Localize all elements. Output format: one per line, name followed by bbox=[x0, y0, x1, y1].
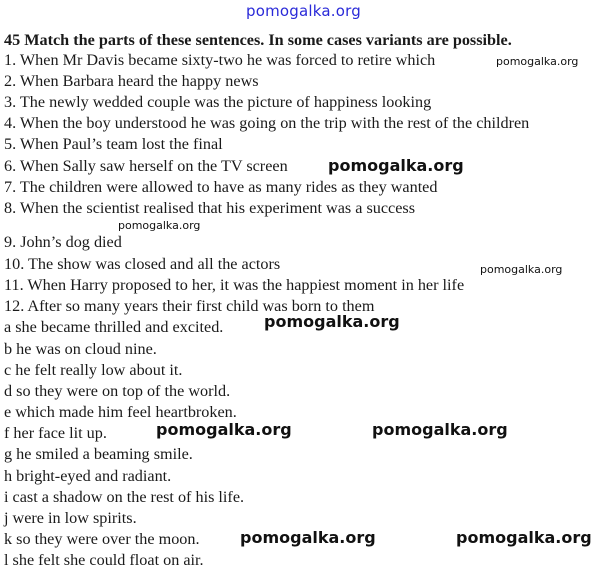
sentence-11: 11. When Harry proposed to her, it was the happiest moment in her life bbox=[4, 276, 465, 294]
sentence-6: 6. When Sally saw herself on the TV screen bbox=[4, 157, 288, 175]
watermark: pomogalka.org bbox=[240, 528, 376, 547]
watermark: pomogalka.org bbox=[480, 263, 563, 276]
sentence-3: 3. The newly wedded couple was the picture of happiness looking bbox=[4, 93, 432, 111]
watermark: pomogalka.org bbox=[156, 420, 292, 439]
watermark: pomogalka.org bbox=[372, 420, 508, 439]
ending-j: j were in low spirits. bbox=[4, 509, 137, 527]
ending-l: l she felt she could float on air. bbox=[4, 551, 204, 569]
watermark: pomogalka.org bbox=[496, 55, 579, 68]
sentence-8: 8. When the scientist realised that his experiment was a success bbox=[4, 199, 416, 217]
sentence-9: 9. John’s dog died bbox=[4, 233, 122, 251]
watermark: pomogalka.org bbox=[456, 528, 592, 547]
sentence-7: 7. The children were allowed to have as many rides as they wanted bbox=[4, 178, 438, 196]
ending-g: g he smiled a beaming smile. bbox=[4, 445, 193, 463]
sentence-5: 5. When Paul’s team lost the final bbox=[4, 135, 223, 153]
ending-b: b he was on cloud nine. bbox=[4, 340, 157, 358]
sentence-10: 10. The show was closed and all the actors bbox=[4, 255, 281, 273]
ending-k: k so they were over the moon. bbox=[4, 530, 200, 548]
ending-e: e which made him feel heartbroken. bbox=[4, 403, 237, 421]
sentence-4: 4. When the boy understood he was going on the trip with the rest of the children bbox=[4, 114, 530, 132]
ending-i: i cast a shadow on the rest of his life. bbox=[4, 488, 245, 506]
sentence-2: 2. When Barbara heard the happy news bbox=[4, 72, 259, 90]
ending-a: a she became thrilled and excited. bbox=[4, 318, 224, 336]
sentence-12: 12. After so many years their first child was born to them bbox=[4, 297, 375, 315]
ending-h: h bright-eyed and radiant. bbox=[4, 467, 172, 485]
header-watermark: pomogalka.org bbox=[246, 2, 361, 20]
watermark: pomogalka.org bbox=[328, 156, 464, 175]
exercise-title: 45 Match the parts of these sentences. In some cases variants are possible. bbox=[4, 31, 512, 49]
sentence-1: 1. When Mr Davis became sixty-two he was forced to retire which bbox=[4, 51, 436, 69]
watermark: pomogalka.org bbox=[118, 219, 201, 232]
ending-f: f her face lit up. bbox=[4, 424, 107, 442]
watermark: pomogalka.org bbox=[264, 312, 400, 331]
ending-c: c he felt really low about it. bbox=[4, 361, 183, 379]
ending-d: d so they were on top of the world. bbox=[4, 382, 231, 400]
